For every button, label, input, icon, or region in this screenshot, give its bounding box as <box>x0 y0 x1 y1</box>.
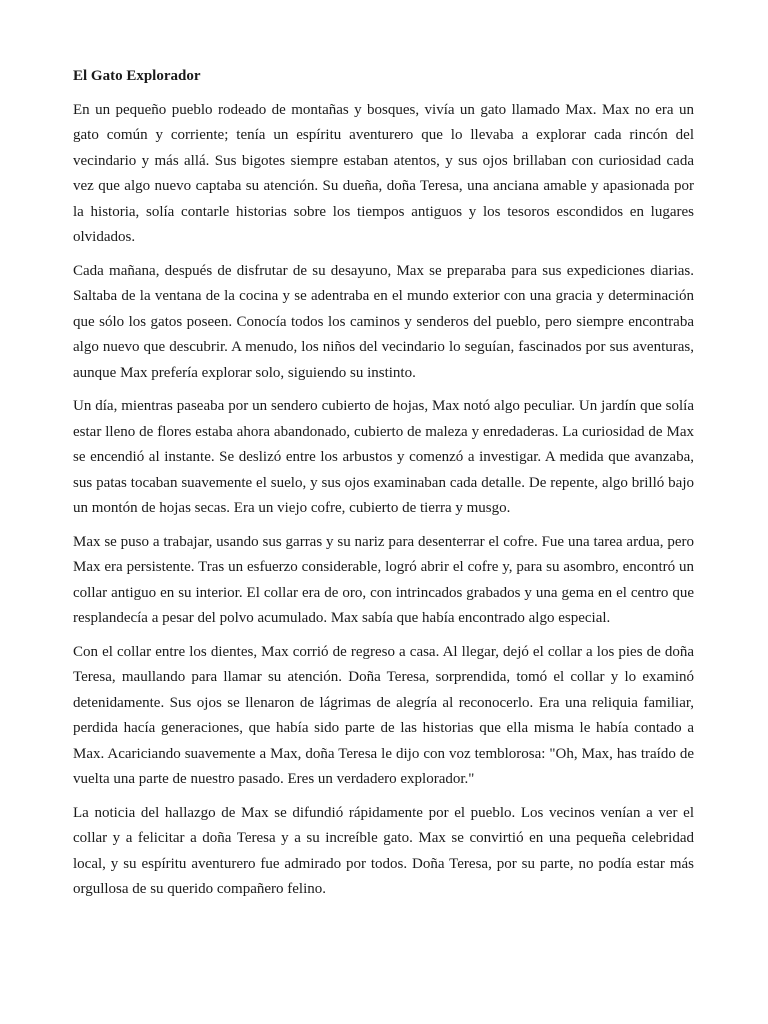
paragraph: Con el collar entre los dientes, Max corrió de regreso a casa. Al llegar, dejó el collar a los pies de doña Teresa, maullando para llamar su atención. Doña Teresa, sorprendida, tomó el collar y lo examinó detenidamente. Sus ojos se llenaron de lágrimas de alegría al reconocerlo. Era una reliquia familiar, perdida hacía generaciones, que había sido parte de las historias que ella misma le había contado a Max. Acariciando suavemente a Max, doña Teresa le dijo con voz temblorosa: "Oh, Max, has traído de vuelta una parte de nuestro pasado. Eres un verdadero explorador." <box>73 643 694 787</box>
paragraph: La noticia del hallazgo de Max se difundió rápidamente por el pueblo. Los vecinos venían a ver el collar y a felicitar a doña Teresa y a su increíble gato. Max se convirtió en una pequeña celebridad local, y su espíritu aventurero fue admirado por todos. Doña Teresa, por su parte, no podía estar más orgullosa de su querido compañero felino. <box>73 804 694 897</box>
paragraph: En un pequeño pueblo rodeado de montañas y bosques, vivía un gato llamado Max. Max no era un gato común y corriente; tenía un espíritu aventurero que lo llevaba a explorar cada rincón del vecindario y más allá. Sus bigotes siempre estaban atentos, y sus ojos brillaban con curiosidad cada vez que algo nuevo captaba su atención. Su dueña, doña Teresa, una anciana amable y apasionada por la historia, solía contarle historias sobre los tiempos antiguos y los tesoros escondidos en lugares olvidados. <box>73 101 694 245</box>
document-title: El Gato Explorador <box>73 68 201 84</box>
paragraph: Cada mañana, después de disfrutar de su desayuno, Max se preparaba para sus expediciones diarias. Saltaba de la ventana de la cocina y se adentraba en el mundo exterior con una gracia y determinación que sólo los gatos poseen. Conocía todos los caminos y senderos del pueblo, pero siempre encontraba algo nuevo que descubrir. A menudo, los niños del vecindario lo seguían, fascinados por sus aventuras, aunque Max prefería explorar solo, siguiendo su instinto. <box>73 262 694 381</box>
paragraph: Max se puso a trabajar, usando sus garras y su nariz para desenterrar el cofre. Fue una tarea ardua, pero Max era persistente. Tras un esfuerzo considerable, logró abrir el cofre y, para su asombro, encontró un collar antiguo en su interior. El collar era de oro, con intrincados grabados y una gema en el centro que resplandecía a pesar del polvo acumulado. Max sabía que había encontrado algo especial. <box>73 533 694 626</box>
paragraph: Un día, mientras paseaba por un sendero cubierto de hojas, Max notó algo peculiar. Un jardín que solía estar lleno de flores estaba ahora abandonado, cubierto de maleza y enredaderas. La curiosidad de Max se encendió al instante. Se deslizó entre los arbustos y comenzó a investigar. A medida que avanzaba, sus patas tocaban suavemente el suelo, y sus ojos examinaban cada detalle. De repente, algo brilló bajo un montón de hojas secas. Era un viejo cofre, cubierto de tierra y musgo. <box>73 398 694 516</box>
document-page <box>73 64 694 911</box>
